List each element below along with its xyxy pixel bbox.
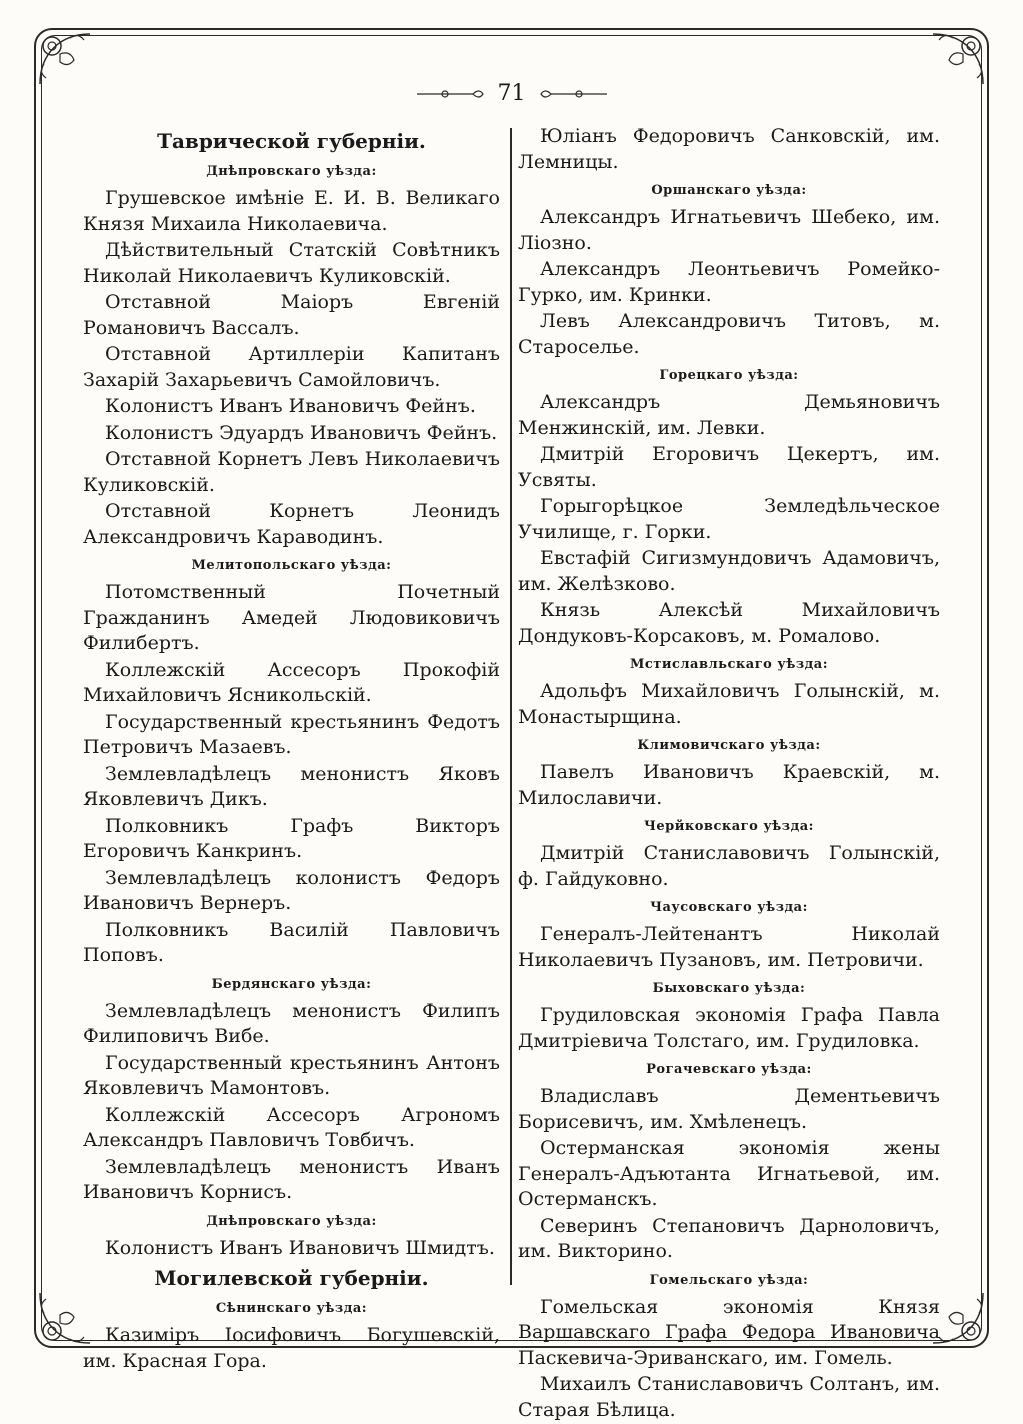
list-entry: Александръ Демьяновичъ Менжинскій, им. Левки. xyxy=(518,391,940,439)
district-heading: Гомельскаго уѣзда: xyxy=(649,1272,809,1288)
list-entry: Отставной Корнетъ Леонидъ Александровичъ Караводинъ. xyxy=(83,500,500,548)
district-heading: Мелитопольскаго уѣзда: xyxy=(191,558,392,573)
list-entry: Землевладѣлецъ менонистъ Яковъ Яковлевичъ Дикъ. xyxy=(83,762,500,810)
district-heading: Днѣпровскаго уѣзда: xyxy=(206,164,377,179)
list-entry: Отставной Артиллеріи Капитанъ Захарій Захарьевичъ Самойловичъ. xyxy=(83,343,500,391)
list-entry: Александръ Леонтьевичъ Ромейко-Гурко, им. Кринки. xyxy=(518,258,940,306)
district-heading: Бердянскаго уѣзда: xyxy=(211,976,372,992)
list-entry: Дѣйствительный Статскій Совѣтникъ Николай Николаевичъ Куликовскій. xyxy=(83,239,500,287)
list-entry: Грушевское имѣніе Е. И. В. Великаго Князя Михаила Николаевича. xyxy=(83,187,500,235)
list-entry: Павелъ Ивановичъ Краевскій, м. Милославичи. xyxy=(518,761,940,809)
district-heading: Оршанскаго уѣзда: xyxy=(651,183,807,198)
list-entry: Государственный крестьянинъ Федотъ Петровичъ Мазаевъ. xyxy=(83,710,500,758)
province-heading: Таврической губерніи. xyxy=(157,129,426,153)
list-entry: Князь Алексѣй Михайловичъ Дондуковъ-Корсаковъ, м. Ромалово. xyxy=(518,599,940,647)
list-entry: Землевладѣлецъ колонистъ Федоръ Ивановичъ Вернеръ. xyxy=(83,866,500,914)
list-entry: Казиміръ Іосифовичъ Богушевскій, им. Красная Гора. xyxy=(83,1324,500,1372)
header-flourish-right-icon xyxy=(539,87,609,101)
district-heading: Сѣнинскаго уѣзда: xyxy=(215,1301,368,1316)
list-entry: Левъ Александровичъ Титовъ, м. Староселье. xyxy=(518,310,940,358)
list-entry: Северинъ Степановичъ Дарноловичъ, им. Викторино. xyxy=(518,1214,940,1262)
list-entry: Колонистъ Иванъ Ивановичъ Фейнъ. xyxy=(105,395,476,417)
list-entry: Полковникъ Василій Павловичъ Поповъ. xyxy=(83,918,500,966)
district-heading: Горецкаго уѣзда: xyxy=(659,368,799,383)
list-entry: Горыгорѣцкое Земледѣльческое Училище, г. Горки. xyxy=(518,495,940,543)
province-heading: Могилевской губерніи. xyxy=(154,1266,429,1290)
list-entry: Остерманская экономія жены Генералъ-Адъютанта Игнатьевой, им. Остерманскъ. xyxy=(518,1137,940,1210)
district-heading: Мстиславльскаго уѣзда: xyxy=(629,657,829,672)
list-entry: Государственный крестьянинъ Антонъ Яковлевичъ Мамонтовъ. xyxy=(83,1051,500,1099)
list-entry: Землевладѣлецъ менонистъ Филипъ Филиповичъ Вибе. xyxy=(83,999,500,1047)
district-heading: Днѣпровскаго уѣзда: xyxy=(206,1213,377,1229)
list-entry: Коллежскій Ассесоръ Прокофій Михайловичъ Ясникольскій. xyxy=(83,658,500,706)
list-entry: Грудиловская экономія Графа Павла Дмитріевича Толстаго, им. Грудиловка. xyxy=(518,1004,940,1052)
list-entry: Михаилъ Станиславовичъ Солтанъ, им. Старая Бѣлица. xyxy=(518,1373,940,1421)
district-heading: Рогачевскаго уѣзда: xyxy=(646,1062,812,1077)
list-entry: Александръ Игнатьевичъ Шебеко, им. Ліозно. xyxy=(518,206,940,254)
list-entry: Колонистъ Иванъ Ивановичъ Шмидтъ. xyxy=(105,1236,495,1259)
district-heading: Климовичскаго уѣзда: xyxy=(637,738,821,753)
column-divider xyxy=(510,128,512,1285)
district-heading: Черйковскаго уѣзда: xyxy=(643,819,814,834)
list-entry: Дмитрій Станиславовичъ Голынскій, ф. Гайдуковно. xyxy=(518,842,940,890)
district-heading: Чаусовскаго уѣзда: xyxy=(650,900,808,915)
list-entry: Потомственный Почетный Гражданинъ Амедей Людовиковичъ Филибертъ. xyxy=(83,581,500,654)
header-flourish-left-icon xyxy=(415,87,485,101)
left-column xyxy=(83,124,500,1375)
list-entry: Полковникъ Графъ Викторъ Егоровичъ Канкринъ. xyxy=(83,814,500,862)
list-entry: Землевладѣлецъ менонистъ Иванъ Ивановичъ Корнисъ. xyxy=(83,1155,500,1203)
right-column xyxy=(518,124,940,1424)
list-entry: Колонистъ Эдуардъ Ивановичъ Фейнъ. xyxy=(105,421,498,444)
list-entry: Гомельская экономія Князя Варшавскаго Графа Федора Ивановича Паскевича-Эриванскаго, им. Гомель. xyxy=(518,1295,940,1369)
list-entry: Коллежскій Ассесоръ Агрономъ Александръ Павловичъ Товбичъ. xyxy=(83,1103,500,1151)
district-heading: Быховскаго уѣзда: xyxy=(652,981,806,996)
list-entry: Евстафій Сигизмундовичъ Адамовичъ, им. Желѣзково. xyxy=(518,547,940,595)
page-number-header xyxy=(0,80,1023,108)
list-entry: Адольфъ Михайловичъ Голынскій, м. Монастырщина. xyxy=(518,680,940,728)
list-entry: Владиславъ Дементьевичъ Борисевичъ, им. Хмѣленецъ. xyxy=(518,1085,940,1133)
list-entry: Генералъ-Лейтенантъ Николай Николаевичъ Пузановъ, им. Петровичи. xyxy=(518,923,940,971)
list-entry: Отставной Корнетъ Левъ Николаевичъ Куликовскій. xyxy=(83,448,500,496)
list-entry: Отставной Маіоръ Евгеній Романовичъ Вассалъ. xyxy=(83,291,500,339)
page-number: 71 xyxy=(497,81,526,106)
list-entry: Юліанъ Федоровичъ Санковскій, им. Лемницы. xyxy=(518,125,940,173)
list-entry: Дмитрій Егоровичъ Цекертъ, им. Усвяты. xyxy=(518,443,940,491)
